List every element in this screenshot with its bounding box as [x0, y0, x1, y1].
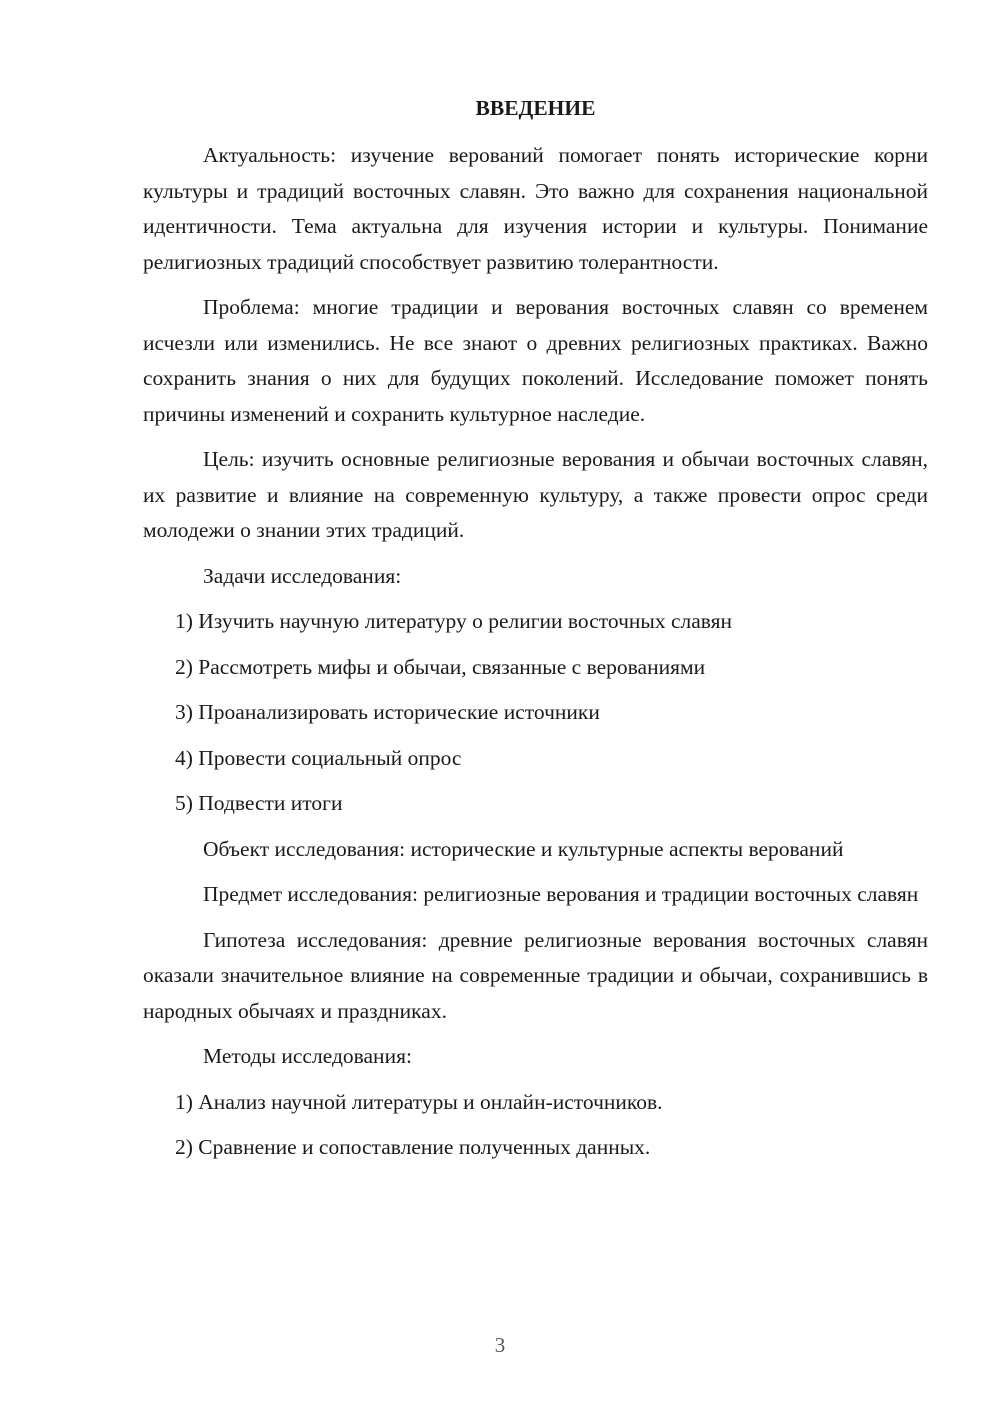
list-item: 1) Анализ научной литературы и онлайн-источников.	[175, 1089, 663, 1114]
list-item: 2) Рассмотреть мифы и обычаи, связанные с верованиями	[175, 654, 706, 679]
page-title: ВВЕДЕНИЕ	[475, 96, 596, 120]
list-item: 5) Подвести итоги	[175, 791, 343, 815]
paragraph-goal: Цель: изучить основные религиозные верования и обычаи восточных славян, их развитие и влияние на современную культуру, а также провести опрос среди молодежи о знании этих традиций.	[143, 447, 928, 542]
list-item: 1) Изучить научную литературу о религии восточных славян	[175, 609, 733, 633]
page-number: 3	[494, 1333, 506, 1357]
methods-list	[143, 1085, 928, 1166]
document-page	[143, 88, 928, 1176]
methods-label: Методы исследования:	[203, 1044, 412, 1068]
list-item: 4) Провести социальный опрос	[175, 745, 462, 770]
paragraph-problem: Проблема: многие традиции и верования восточных славян со временем исчезли или изменились. Не все знают о древних религиозных практиках. Важно сохранить знания о них для будущих поколений. Исследование поможет понять причины изменений и сохранить культурное наследие.	[143, 295, 928, 426]
paragraph-object: Объект исследования: исторические и культурные аспекты верований	[203, 836, 844, 861]
tasks-label: Задачи исследования:	[203, 563, 402, 588]
paragraph-relevance: Актуальность: изучение верований помогает понять исторические корни культуры и традиций восточных славян. Это важно для сохранения национальной идентичности. Тема актуальна для изучения истории и культуры. Понимание религиозных традиций способствует развитию толерантности.	[143, 143, 928, 274]
list-item: 3) Проанализировать исторические источники	[175, 700, 600, 724]
tasks-list	[143, 604, 928, 822]
list-item: 2) Сравнение и сопоставление полученных данных.	[175, 1135, 651, 1159]
paragraph-subject: Предмет исследования: религиозные верования и традиции восточных славян	[203, 882, 919, 906]
paragraph-hypothesis: Гипотеза исследования: древние религиозные верования восточных славян оказали значительное влияние на современные традиции и обычаи, сохранившись в народных обычаях и праздниках.	[143, 927, 928, 1023]
